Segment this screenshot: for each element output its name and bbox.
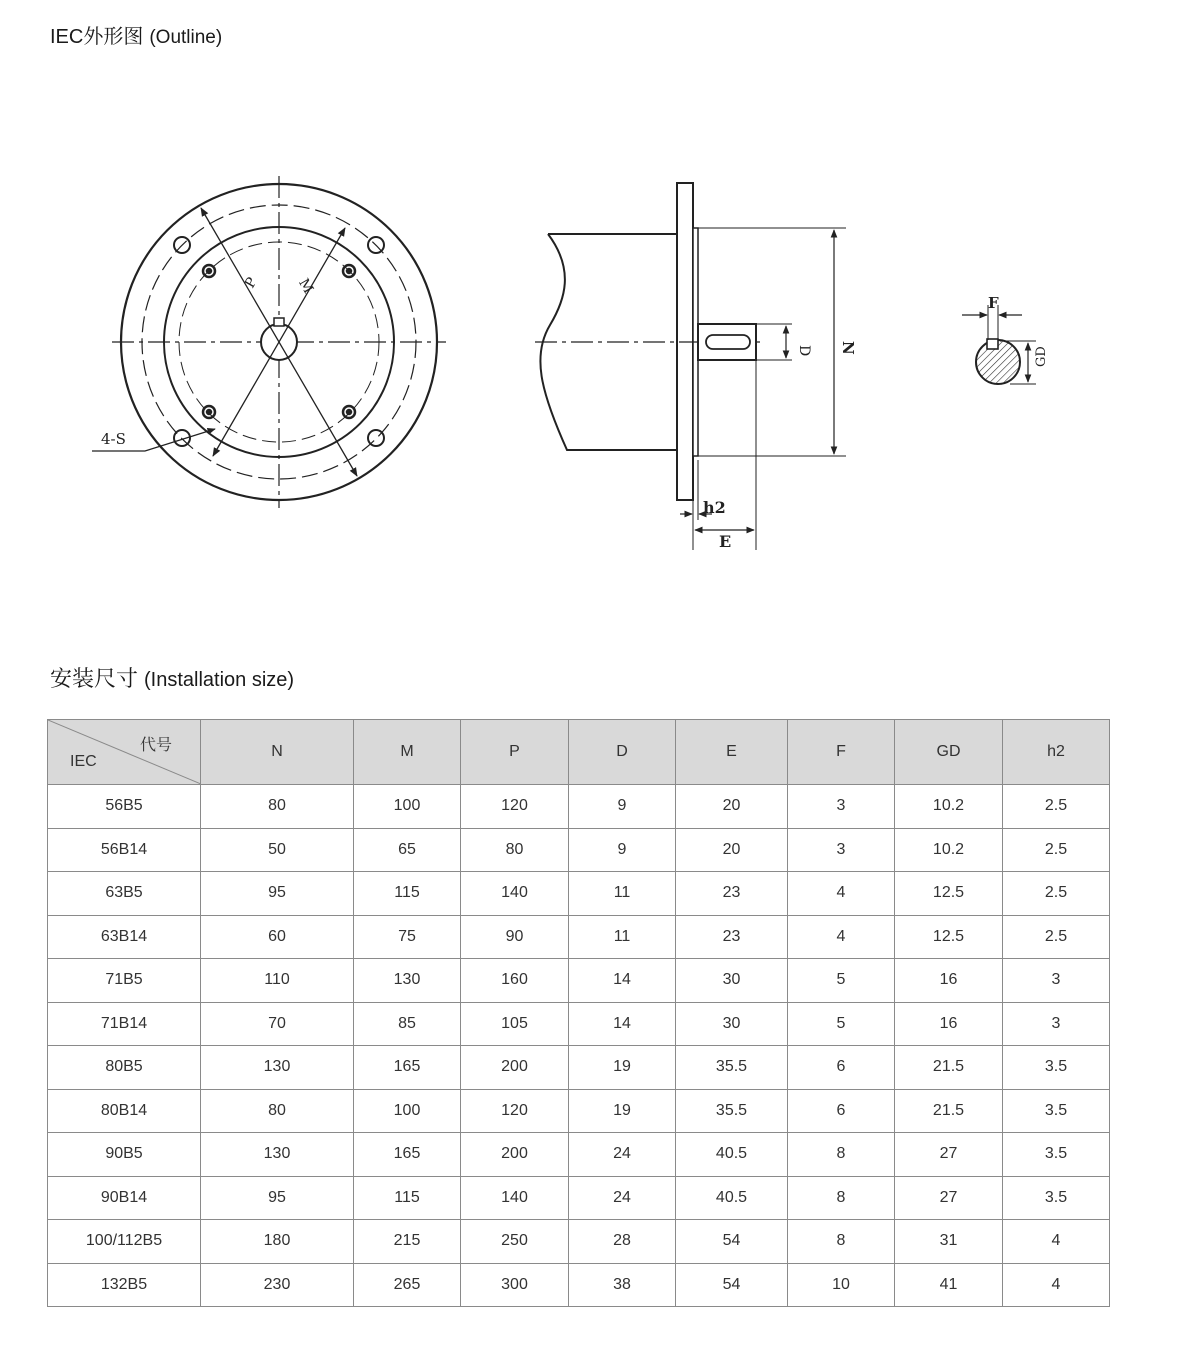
iec-code-cell: 100/112B5 <box>48 1220 201 1264</box>
value-cell-p: 90 <box>461 915 569 959</box>
value-cell-h2: 4 <box>1003 1263 1110 1307</box>
value-cell-gd: 31 <box>895 1220 1003 1264</box>
value-cell-e: 23 <box>676 915 788 959</box>
table-row <box>48 1176 1110 1220</box>
value-cell-e: 35.5 <box>676 1089 788 1133</box>
outline-title-en: (Outline) <box>149 27 223 48</box>
column-header-p: P <box>461 720 569 785</box>
header-corner-cell <box>48 720 201 785</box>
table-row <box>48 828 1110 872</box>
value-cell-h2: 2.5 <box>1003 785 1110 829</box>
iec-code-cell: 71B5 <box>48 959 201 1003</box>
corner-label-iec: IEC <box>70 753 97 770</box>
value-cell-n: 130 <box>201 1046 354 1090</box>
side-view <box>535 183 846 550</box>
installation-title-cn: 安装尺寸 <box>50 666 139 691</box>
value-cell-n: 95 <box>201 872 354 916</box>
value-cell-n: 180 <box>201 1220 354 1264</box>
value-cell-f: 3 <box>788 785 895 829</box>
value-cell-n: 50 <box>201 828 354 872</box>
value-cell-d: 24 <box>569 1176 676 1220</box>
installation-heading <box>50 662 294 693</box>
corner-label-code: 代号 <box>139 737 172 754</box>
column-header-h2: h2 <box>1003 720 1110 785</box>
value-cell-m: 100 <box>354 1089 461 1133</box>
through-hole-br <box>368 430 384 446</box>
installation-title-en: (Installation size) <box>144 669 295 691</box>
value-cell-e: 20 <box>676 828 788 872</box>
label-e: E <box>719 532 732 551</box>
label-h2: h2 <box>703 498 726 517</box>
value-cell-f: 4 <box>788 915 895 959</box>
column-header-n: N <box>201 720 354 785</box>
value-cell-gd: 10.2 <box>895 785 1003 829</box>
shaft-key <box>274 318 284 326</box>
value-cell-d: 38 <box>569 1263 676 1307</box>
value-cell-gd: 10.2 <box>895 828 1003 872</box>
value-cell-m: 165 <box>354 1133 461 1177</box>
value-cell-p: 140 <box>461 872 569 916</box>
value-cell-d: 9 <box>569 785 676 829</box>
value-cell-gd: 16 <box>895 959 1003 1003</box>
value-cell-h2: 2.5 <box>1003 828 1110 872</box>
value-cell-m: 100 <box>354 785 461 829</box>
iec-code-cell: 56B14 <box>48 828 201 872</box>
value-cell-p: 120 <box>461 1089 569 1133</box>
value-cell-m: 165 <box>354 1046 461 1090</box>
value-cell-n: 60 <box>201 915 354 959</box>
label-f: F <box>988 294 999 312</box>
column-header-f: F <box>788 720 895 785</box>
value-cell-f: 8 <box>788 1133 895 1177</box>
corner-diagonal <box>48 720 201 784</box>
value-cell-gd: 27 <box>895 1133 1003 1177</box>
value-cell-d: 24 <box>569 1133 676 1177</box>
value-cell-p: 160 <box>461 959 569 1003</box>
value-cell-f: 8 <box>788 1176 895 1220</box>
value-cell-m: 85 <box>354 1002 461 1046</box>
label-gd: GD <box>1034 346 1049 367</box>
value-cell-f: 8 <box>788 1220 895 1264</box>
value-cell-h2: 3.5 <box>1003 1089 1110 1133</box>
value-cell-n: 95 <box>201 1176 354 1220</box>
column-header-gd: GD <box>895 720 1003 785</box>
value-cell-m: 215 <box>354 1220 461 1264</box>
value-cell-e: 20 <box>676 785 788 829</box>
value-cell-p: 200 <box>461 1046 569 1090</box>
value-cell-gd: 16 <box>895 1002 1003 1046</box>
value-cell-gd: 21.5 <box>895 1089 1003 1133</box>
iec-code-cell: 56B5 <box>48 785 201 829</box>
value-cell-e: 35.5 <box>676 1046 788 1090</box>
value-cell-f: 6 <box>788 1089 895 1133</box>
value-cell-f: 6 <box>788 1046 895 1090</box>
column-header-m: M <box>354 720 461 785</box>
value-cell-p: 80 <box>461 828 569 872</box>
value-cell-n: 110 <box>201 959 354 1003</box>
value-cell-h2: 4 <box>1003 1220 1110 1264</box>
value-cell-m: 130 <box>354 959 461 1003</box>
value-cell-p: 105 <box>461 1002 569 1046</box>
label-d: D <box>796 345 812 357</box>
value-cell-d: 28 <box>569 1220 676 1264</box>
value-cell-h2: 3.5 <box>1003 1046 1110 1090</box>
value-cell-m: 75 <box>354 915 461 959</box>
flange-front-view <box>92 176 446 508</box>
value-cell-f: 5 <box>788 959 895 1003</box>
shaft-section-view <box>962 305 1036 384</box>
outline-drawing <box>0 0 1200 600</box>
value-cell-d: 19 <box>569 1046 676 1090</box>
table-row <box>48 959 1110 1003</box>
value-cell-e: 40.5 <box>676 1133 788 1177</box>
value-cell-gd: 12.5 <box>895 915 1003 959</box>
value-cell-e: 30 <box>676 1002 788 1046</box>
value-cell-d: 14 <box>569 1002 676 1046</box>
value-cell-e: 54 <box>676 1263 788 1307</box>
table-row <box>48 1133 1110 1177</box>
table-row <box>48 1263 1110 1307</box>
value-cell-e: 30 <box>676 959 788 1003</box>
iec-code-cell: 63B5 <box>48 872 201 916</box>
table-header-row <box>48 720 1110 785</box>
iec-code-cell: 132B5 <box>48 1263 201 1307</box>
value-cell-p: 120 <box>461 785 569 829</box>
iec-code-cell: 63B14 <box>48 915 201 959</box>
iec-code-cell: 80B14 <box>48 1089 201 1133</box>
label-n: N <box>839 341 857 355</box>
column-header-e: E <box>676 720 788 785</box>
value-cell-gd: 41 <box>895 1263 1003 1307</box>
value-cell-h2: 2.5 <box>1003 915 1110 959</box>
installation-size-table <box>47 719 1110 1307</box>
value-cell-n: 80 <box>201 1089 354 1133</box>
value-cell-p: 200 <box>461 1133 569 1177</box>
table-row <box>48 785 1110 829</box>
value-cell-d: 14 <box>569 959 676 1003</box>
value-cell-d: 19 <box>569 1089 676 1133</box>
value-cell-m: 65 <box>354 828 461 872</box>
table-row <box>48 1002 1110 1046</box>
value-cell-d: 11 <box>569 872 676 916</box>
label-p: P <box>241 274 261 291</box>
value-cell-n: 130 <box>201 1133 354 1177</box>
value-cell-h2: 2.5 <box>1003 872 1110 916</box>
iec-code-cell: 90B14 <box>48 1176 201 1220</box>
column-header-d: D <box>569 720 676 785</box>
table-row <box>48 1046 1110 1090</box>
value-cell-h2: 3.5 <box>1003 1176 1110 1220</box>
value-cell-gd: 21.5 <box>895 1046 1003 1090</box>
section-key <box>987 339 998 349</box>
value-cell-f: 5 <box>788 1002 895 1046</box>
value-cell-e: 40.5 <box>676 1176 788 1220</box>
label-m: M <box>295 276 317 297</box>
value-cell-f: 10 <box>788 1263 895 1307</box>
value-cell-n: 80 <box>201 785 354 829</box>
value-cell-n: 230 <box>201 1263 354 1307</box>
keyway-slot <box>706 335 750 349</box>
iec-code-cell: 71B14 <box>48 1002 201 1046</box>
value-cell-d: 11 <box>569 915 676 959</box>
value-cell-m: 265 <box>354 1263 461 1307</box>
label-4s: 4-S <box>101 430 126 448</box>
value-cell-e: 23 <box>676 872 788 916</box>
iec-code-cell: 80B5 <box>48 1046 201 1090</box>
iec-code-cell: 90B5 <box>48 1133 201 1177</box>
table-row <box>48 872 1110 916</box>
table-row <box>48 1089 1110 1133</box>
value-cell-e: 54 <box>676 1220 788 1264</box>
value-cell-f: 4 <box>788 872 895 916</box>
value-cell-h2: 3 <box>1003 959 1110 1003</box>
value-cell-d: 9 <box>569 828 676 872</box>
value-cell-m: 115 <box>354 872 461 916</box>
value-cell-f: 3 <box>788 828 895 872</box>
value-cell-gd: 27 <box>895 1176 1003 1220</box>
value-cell-h2: 3.5 <box>1003 1133 1110 1177</box>
table-row <box>48 915 1110 959</box>
value-cell-gd: 12.5 <box>895 872 1003 916</box>
value-cell-p: 300 <box>461 1263 569 1307</box>
value-cell-m: 115 <box>354 1176 461 1220</box>
value-cell-h2: 3 <box>1003 1002 1110 1046</box>
value-cell-p: 250 <box>461 1220 569 1264</box>
outline-title-cn: IEC外形图 <box>50 26 144 48</box>
value-cell-n: 70 <box>201 1002 354 1046</box>
table-body <box>48 785 1110 1307</box>
table-row <box>48 1220 1110 1264</box>
value-cell-p: 140 <box>461 1176 569 1220</box>
